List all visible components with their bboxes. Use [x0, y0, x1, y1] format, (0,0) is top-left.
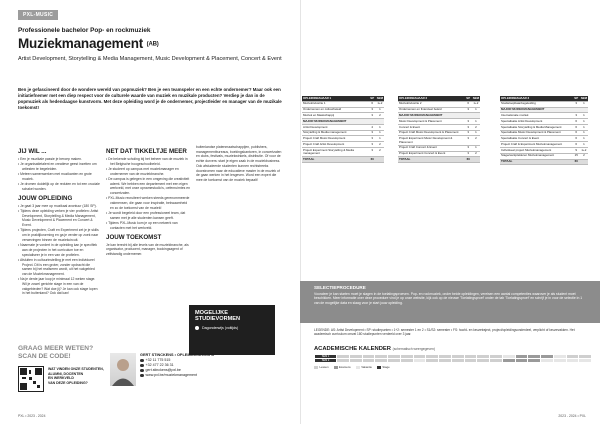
curriculum-table-year-2: [398, 96, 480, 163]
table-cell: 1+2: [581, 147, 587, 152]
table-cell: 1: [580, 130, 588, 136]
bullet-list: [18, 204, 100, 296]
list-item: • De bekende scholing bij het beheer van de muziek in het Belgische hoogeschoolbeleid.: [106, 157, 190, 166]
table-cell: 6: [465, 101, 472, 107]
table-head-title: OPLEIDINGSJAAR 1: [302, 96, 369, 101]
calendar-cell: [362, 359, 375, 363]
table-cell: Project Craft & Experiment Muziekmanagement: [500, 142, 573, 148]
table-head-col: SP: [466, 95, 471, 100]
legend-swatch-icon: [356, 366, 360, 369]
calendar-cell: [439, 359, 452, 363]
table-cell: Project Craft Music Development: [302, 136, 369, 142]
contact-block: [140, 353, 214, 378]
phone-icon: [140, 359, 144, 363]
table-cell: Muziekindustrie 2: [398, 101, 465, 107]
column-1: [18, 145, 100, 297]
table-cell: 2: [376, 148, 384, 157]
contact-web[interactable]: www.pxl.be/muziekmanagement: [140, 373, 214, 378]
table-cell: Stage/werkplekleren Muziekmanagement: [500, 153, 573, 159]
calendar-row-label: SEM 1: [315, 355, 337, 359]
table-total-cell: TOTAAL: [302, 157, 369, 163]
calendar-cell: [375, 359, 388, 363]
table-cell: 6: [573, 124, 580, 130]
table-cell: 2: [472, 136, 480, 145]
table-head-col: SP: [574, 95, 579, 100]
table-cell: 3: [369, 142, 376, 148]
table-cell: Specialisatie Music Development & Placement: [500, 130, 573, 136]
mobile-icon: [140, 364, 144, 368]
email-icon: [140, 369, 144, 373]
table-head-title: OPLEIDINGSJAAR 3: [500, 96, 573, 101]
table-cell: 1+2: [473, 101, 479, 106]
tracks-text: Artist Development, Storytelling & Media Management, Music Development & Placement, Concert & Event: [18, 56, 282, 62]
calendar-legend-item: [377, 365, 390, 369]
table-cell: 1: [376, 107, 384, 113]
page-title: Muziekmanagement (AB): [18, 36, 159, 51]
table-cell: 6: [573, 119, 580, 125]
table-total-row: [302, 157, 384, 163]
qr-code-icon[interactable]: [18, 366, 44, 392]
table-cell: Internationale muziek: [500, 113, 573, 119]
table-cell: Project Experiment Storytelling & Media management: [302, 148, 369, 157]
table-cell: 3: [465, 119, 472, 125]
table-section-title: MAJOR MUZIEKMANAGEMENT: [302, 119, 384, 125]
heading-jouw-opleiding: JOUW OPLEIDING: [18, 194, 73, 202]
calendar-legend-item: [314, 365, 329, 369]
table-head-col: SEM: [472, 95, 479, 100]
intro-text: Ben je gefascineerd door de wondere wereld van popmuziek? Ben je een teamspeler en een echte ondernemer? Maar ook een initiatiefnemer met een diep respect voor de culturele waarde van muziek en muzikale producten? Verdiep je dan in de popmuziek als hedendaagse kunstvorm. Met deze opleiding word je de ondernemer, projectleider en manager van de muzikale toekomst!: [18, 87, 282, 110]
table-cell: 1: [472, 107, 480, 113]
table-cell: 1: [580, 101, 588, 107]
selectie-box: [300, 281, 600, 323]
calendar-cell: [388, 359, 401, 363]
curriculum-table-year-3: [500, 96, 588, 165]
curriculum-table-year-1: [302, 96, 384, 163]
table-cell: 3: [465, 130, 472, 136]
calendar-row-label: SEM 2: [315, 359, 337, 363]
studievormen-item: Dagonderwijs (voltijds): [195, 326, 269, 330]
table-total-cell: [376, 157, 384, 163]
calendar-cell: [541, 359, 554, 363]
table-cell: 4: [369, 124, 376, 130]
list-item: • Tijdens deze opleiding verken je vier profielen: Artist Development, Storytelling & Media Management, Music Development & Placement en Concert & Event.: [18, 209, 100, 228]
calendar-cell: [337, 359, 350, 363]
selectie-heading: SELECTIEPROCEDURE: [314, 285, 366, 290]
table-total-cell: 60: [370, 157, 374, 161]
calendar-cell: [464, 359, 477, 363]
table-cell: 3: [369, 136, 376, 142]
calendar-cell: [400, 359, 413, 363]
table-row: [302, 148, 384, 157]
table-cell: 1: [376, 130, 384, 136]
table-head-col: SEM: [376, 95, 383, 100]
calendar-legend: [314, 365, 592, 369]
table-total-cell: TOTAAL: [500, 159, 573, 165]
table-cell: 3: [465, 151, 472, 157]
calendar-cell: [349, 359, 362, 363]
bullet-icon: [195, 326, 199, 330]
table-cell: Ondernemen en financieel beleid: [398, 107, 465, 113]
web-icon: [140, 374, 144, 378]
list-item: • Een je muzikale passie je beroep maken.: [18, 157, 100, 162]
table-cell: 3: [573, 101, 580, 107]
selectie-text: Vooraleer je kan starten moet je slagen in de toelatingsproeven. Pop- en rockmuziek, onder beide opleidingen, vereisen een aantal competenties waarover je als student moet beschikken. Meer informatie over deze procedure vind je op onze website, kijk ook op de nieuwe 'Toelatingsproef' onder de tab 'Toelatingsproef' en schrijf je in voor de selectie in 1 van de mogelijke data en slaag voor je start jouw opleiding.: [314, 292, 583, 305]
table-total-cell: [472, 157, 480, 163]
calendar-cell: [426, 359, 439, 363]
calendar-cell: [553, 359, 566, 363]
table-cell: 2: [472, 151, 480, 157]
list-item: • Je gaat 3 jaar mee op muzikaal avontuur (180 SP).: [18, 204, 100, 209]
table-cell: Specialisatie Concert & Event: [500, 136, 573, 142]
table-cell: 3: [465, 136, 472, 145]
list-item: • Je organisatietalent en creatieve geest inzetten om artiesten te begeleiden.: [18, 162, 100, 171]
column-2: [106, 145, 190, 259]
contact-mobile[interactable]: +32 477 22 36 31: [140, 363, 214, 368]
table-cell: 3: [465, 107, 472, 113]
table-cell: 1: [376, 136, 384, 142]
footer-left: PXL • 2023 - 2024: [18, 414, 46, 418]
table-cell: 3: [369, 107, 376, 113]
table-cell: 1: [472, 130, 480, 136]
table-cell: 6: [369, 101, 376, 107]
table-cell: 1: [580, 119, 588, 125]
list-item: • Tijdens PXL-Music kom je op een netwerk van contacten met het werkveld.: [106, 221, 190, 230]
calendar-heading: ACADEMISCHE KALENDER (schematisch weergegeven): [314, 346, 436, 352]
table-cell: 3: [369, 130, 376, 136]
table-cell: Muziek en Maatschappij: [302, 113, 369, 119]
table-cell: Artist Development: [302, 124, 369, 130]
section-tab: PXL-MUSIC: [18, 10, 58, 20]
calendar-cell: [490, 359, 503, 363]
table-cell: Muziekindustrie 1: [302, 101, 369, 107]
table-cell: 6: [573, 142, 580, 148]
table-cell: 6: [573, 136, 580, 142]
calendar-cell: [515, 359, 528, 363]
table-cell: 3: [573, 113, 580, 119]
contact-email[interactable]: gert.stinckens@pxl.be: [140, 368, 214, 373]
studievormen-box: [189, 305, 275, 355]
table-cell: Ondernemen en cultuurbeleid: [302, 107, 369, 113]
calendar-cell: [579, 359, 592, 363]
table-cell: 1: [580, 113, 588, 119]
table-cell: Project Craft Music Development & Placement: [398, 130, 465, 136]
legend-label: Lessen: [319, 365, 329, 369]
list-item: • Je dromen duidelijk op de reduten en tot een cruciale schakel worden.: [18, 182, 100, 191]
table-total-cell: TOTAAL: [398, 157, 465, 163]
calendar-legend-item: [334, 365, 351, 369]
table-head-col: SEM: [580, 95, 587, 100]
table-cell: 15: [574, 153, 578, 158]
calendar-cell: [502, 359, 515, 363]
table-row: [398, 136, 480, 145]
bullet-list: [18, 157, 100, 192]
list-item: • De campus is gelegen in een omgeving die creativiteit ademt. We hebben een departement met een eigen werkveld, met onze opnamestudio's, oefenruimtes en concertzalen.: [106, 177, 190, 196]
bullet-list: [106, 157, 190, 231]
table-cell: Individueel project Muziekmanagement: [500, 148, 573, 154]
table-cell: Project Experiment Music Development & Placement: [398, 136, 465, 145]
table-cell: 2: [376, 113, 384, 119]
heading-jij-wil: JIJ WIL ...: [18, 148, 47, 155]
column-3: [196, 145, 282, 185]
table-cell: 3: [465, 124, 472, 130]
promo-heading: GRAAG MEER WETEN? SCAN DE CODE!: [18, 345, 94, 360]
table-cell: 6: [573, 130, 580, 136]
table-cell: 1: [580, 142, 588, 148]
table-cell: Music Development & Placement: [398, 119, 465, 125]
legend-label: Examens: [339, 365, 351, 369]
calendar-row: [315, 359, 592, 363]
legend-swatch-icon: [377, 366, 381, 369]
calendar-cell: [451, 359, 464, 363]
heading-jouw-toekomst: JOUW TOEKOMST: [106, 233, 162, 241]
table-cell: 1: [580, 136, 588, 142]
table-cell: 2: [580, 153, 588, 159]
calendar-grid: [314, 354, 592, 363]
list-item: • Afsluiten in cultuurinstelling je met een individueel Project. Dit is een groter, zonder opdracht die samen bij het realiseren wordt, uit het vakgebied van de Muziekmanagement.: [18, 258, 100, 277]
footer-right: 2023 - 2024 • PXL: [558, 414, 586, 418]
calendar-cell: [477, 359, 490, 363]
table-section-title: MAJOR MUZIEKMANAGEMENT: [500, 107, 588, 113]
table-cell: Project Experiment Concert & Event: [398, 151, 465, 157]
list-item: • Je wordt begeleid door een professioneel team, dat samen met je alle studenten kansen geeft.: [106, 211, 190, 220]
table-cell: Storytelling & Media management: [302, 130, 369, 136]
table-total-cell: 60: [574, 159, 578, 164]
page-subtitle: Professionele bachelor Pop- en rockmuziek: [18, 27, 151, 34]
column-3-text: buitenlandse platenmaatschappijen, publishers, managementbureaus, boekingskantoren, in concertzalen en clubs, festivals, muziekwinkels, distributie. Of voor de echte durvers: start je eigen zaak in de muziekbusiness. Ook afstudeerde studenten kunnen rechtstreeks doorstromen naar de educatieve master in de muziek of de gaan werken in het lesgeven. Word een expert die mee de toekomst van de muziek bepaalt!: [196, 145, 282, 182]
legend-label: Stage: [382, 365, 390, 369]
list-item: • Naarmate je vordert in de opleiding kan je specifiek aan de projecten in het curriculum toe en specialiseer je in een van de profielen.: [18, 243, 100, 257]
list-item: • Meteen samenwerken met muzikanten en grote muziek.: [18, 172, 100, 181]
table-cell: 1: [580, 124, 588, 130]
table-cell: 9: [573, 148, 580, 154]
calendar-legend-item: [356, 365, 372, 369]
heading-net-dat-tikkeltje-meer: NET DAT TIKKELTJE MEER: [106, 148, 187, 155]
list-item: • Je studeert op campus met muziekmanager en ondernemer van de muziekbranche.: [106, 167, 190, 176]
list-item: • Tijdens projecten, Craft en Experiment zet je je skills om in praktijkvorming en ga je verder op zoek naar verwevingen binnen de muziekcircuit.: [18, 228, 100, 242]
table-cell: Specialisatie Storytelling & Media Management: [500, 124, 573, 130]
table-total-cell: [580, 159, 588, 165]
table-total-cell: 60: [466, 157, 470, 161]
table-cell: 1+2: [377, 101, 383, 106]
list-item: • Na je derde jaar loop je minimaal 12 weken stage. Wil je zowel gerichte stage in een van de vakgebieden? Wat doe jij? Je kan ook stage lopen in het buitenland? Ook dat kan!: [18, 277, 100, 296]
legend-label: Vakantie: [361, 365, 372, 369]
table-cell: 1: [376, 124, 384, 130]
table-cell: 2: [472, 124, 480, 130]
legend-swatch-icon: [314, 366, 318, 369]
table-total-row: [500, 159, 588, 165]
table-cell: 3: [369, 113, 376, 119]
scan-text: WAT VINDEN ONZE STUDENTEN, ALUMNI, DOCENTEN EN WERKVELD VAN DEZE OPLEIDING?: [48, 367, 104, 385]
contact-name: GERT STINCKENS • OPLEIDINGSHOOFD: [140, 353, 215, 357]
table-cell: 3: [369, 148, 376, 157]
table-cell: Project Craft Artist Development: [302, 142, 369, 148]
table-head-col: SP: [370, 95, 375, 100]
table-cell: Project Craft Concert & Event: [398, 145, 465, 151]
table-cell: 1: [472, 145, 480, 151]
table-cell: Specialisatie Artist Development: [500, 119, 573, 125]
studievormen-heading: MOGELIJKE STUDIEVORMEN: [195, 310, 241, 323]
contact-phone[interactable]: +32 11 775 515: [140, 358, 214, 363]
table-cell: 3: [465, 145, 472, 151]
academic-calendar: [314, 346, 592, 369]
toekomst-text: Je kan terecht bij alle levels van de muziekbranche, als organisator, producent, manager, bookingsagent of zelfstandig ondernemer.: [106, 242, 189, 256]
calendar-cell: [413, 359, 426, 363]
table-head-title: OPLEIDINGSJAAR 2: [398, 96, 465, 101]
table-cell: Studieloopbaanbegeleiding: [500, 101, 573, 107]
list-item: • PXL-Music recruiteert werken steeds gerenommeerde vakmensen, die gaan voor inspiratie, bekwaamheid en zo de toekomst van de muziek!: [106, 196, 190, 210]
calendar-cell: [528, 359, 541, 363]
calendar-cell: [566, 359, 579, 363]
contact-photo: [110, 353, 136, 386]
table-cell: 1: [472, 119, 480, 125]
table-total-row: [398, 157, 480, 163]
legend-swatch-icon: [334, 366, 338, 369]
table-cell: Concert & Event: [398, 124, 465, 130]
table-cell: 2: [376, 142, 384, 148]
table-section-title: MAJOR MUZIEKMANAGEMENT: [398, 113, 480, 119]
legend-text: LEGENDE: AS: Artist Development • SP: studiepunten • 1+2: semester 1 en 2 • S1/S2: semester • FS: hoofd- en keuzetraject, project/opleidingsonderdeel, verplicht of keuzevakken. Het academisch curriculum omvat 180 studiepunten verdeeld over 3 jaar.: [314, 328, 575, 337]
